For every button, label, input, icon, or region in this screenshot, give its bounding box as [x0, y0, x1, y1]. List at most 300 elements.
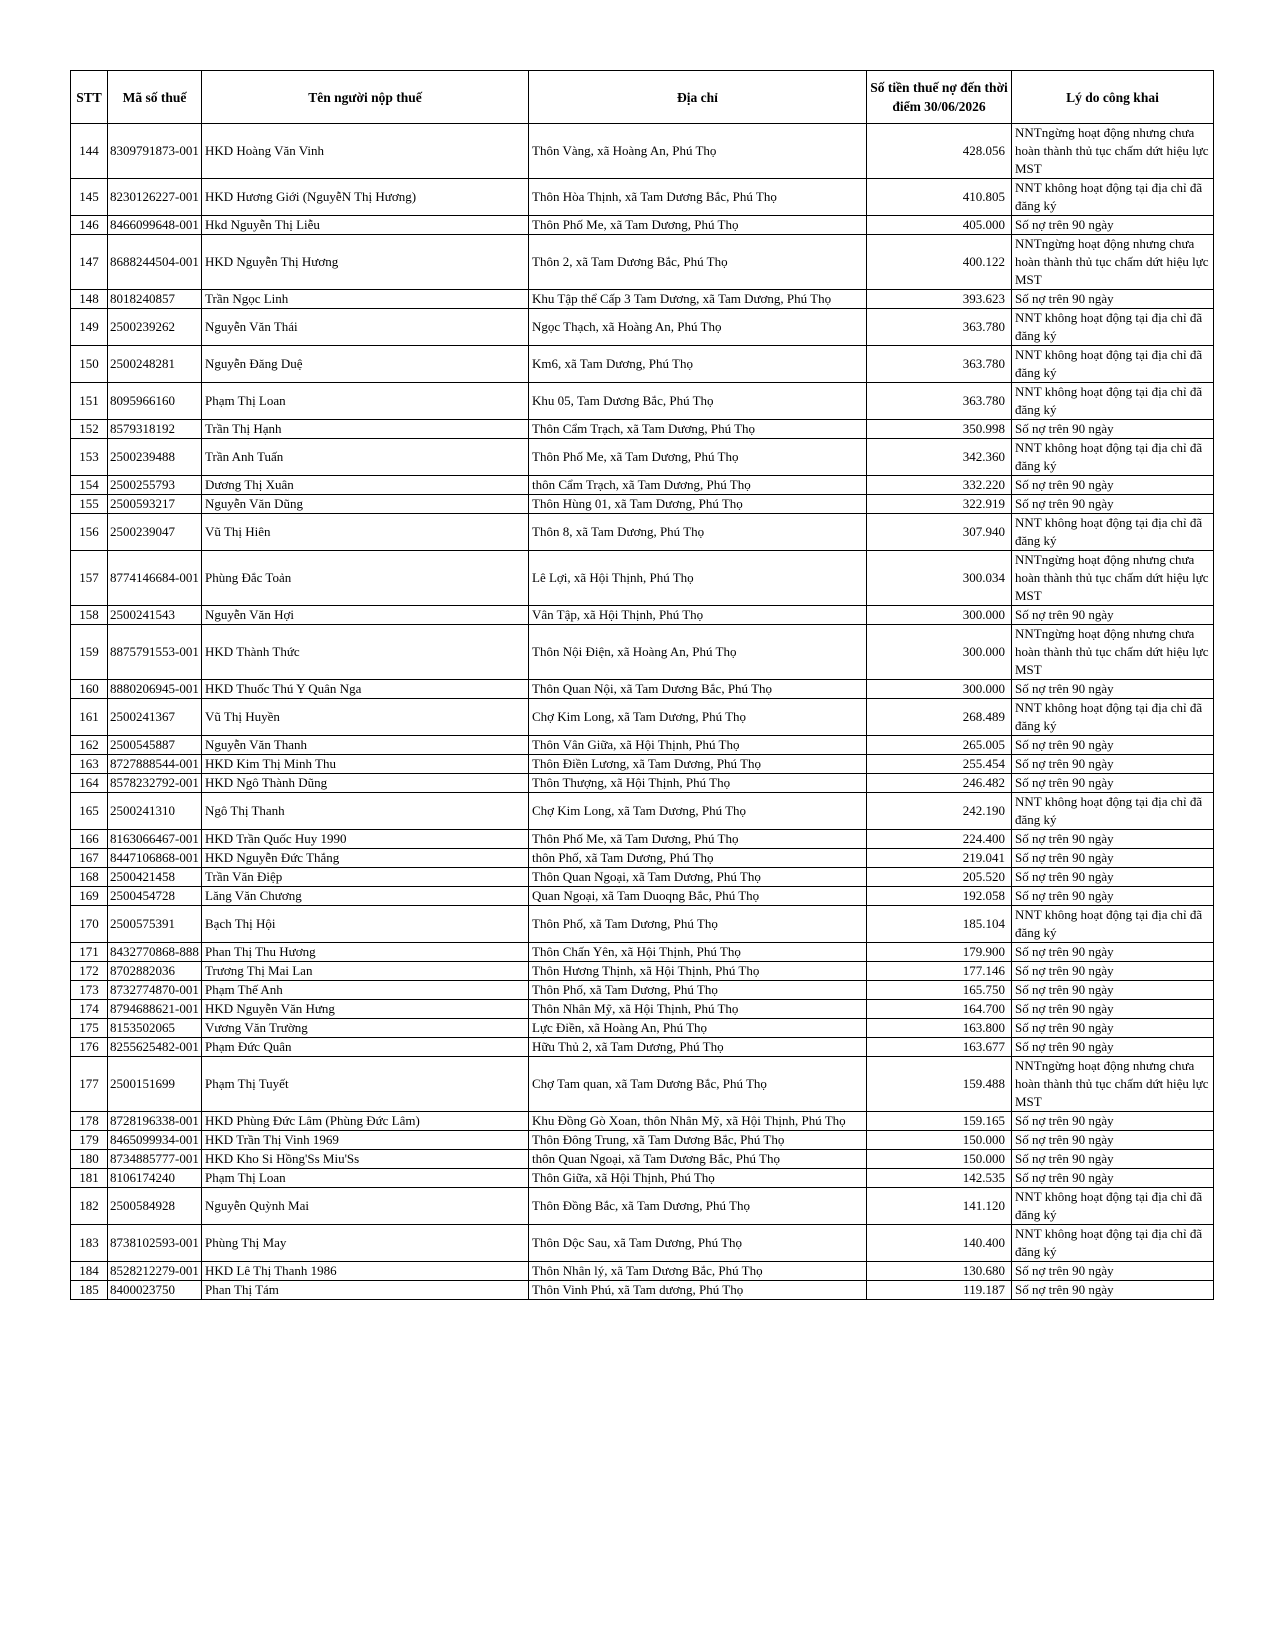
cell-address: Thôn 8, xã Tam Dương, Phú Thọ	[529, 514, 867, 551]
cell-disclosure-reason: NNT không hoạt động tại địa chỉ đã đăng ký	[1012, 514, 1214, 551]
table-row	[71, 1019, 1214, 1038]
table-row	[71, 235, 1214, 290]
table-row	[71, 1169, 1214, 1188]
cell-disclosure-reason: Số nợ trên 90 ngày	[1012, 868, 1214, 887]
cell-address: Thôn Phố, xã Tam Dương, Phú Thọ	[529, 906, 867, 943]
header-disclosure-reason: Lý do công khai	[1012, 71, 1214, 124]
cell-debt-amount: 246.482	[867, 774, 1012, 793]
cell-taxpayer-name: Trần Thị Hạnh	[202, 420, 529, 439]
cell-taxpayer-name: HKD Trần Thị Vinh 1969	[202, 1131, 529, 1150]
header-address: Địa chỉ	[529, 71, 867, 124]
cell-tax-code: 2500575391	[108, 906, 202, 943]
cell-stt: 184	[71, 1262, 108, 1281]
cell-address: Thôn Điền Lương, xã Tam Dương, Phú Thọ	[529, 755, 867, 774]
table-body	[71, 124, 1214, 1300]
cell-taxpayer-name: HKD Nguyễn Văn Hưng	[202, 1000, 529, 1019]
cell-address: Chợ Kim Long, xã Tam Dương, Phú Thọ	[529, 793, 867, 830]
cell-taxpayer-name: Phạm Thị Loan	[202, 1169, 529, 1188]
cell-disclosure-reason: Số nợ trên 90 ngày	[1012, 1000, 1214, 1019]
table-row	[71, 476, 1214, 495]
table-row	[71, 774, 1214, 793]
cell-tax-code: 8447106868-001	[108, 849, 202, 868]
cell-stt: 172	[71, 962, 108, 981]
cell-address: Thôn Hương Thịnh, xã Hội Thịnh, Phú Thọ	[529, 962, 867, 981]
cell-address: Lực Điền, xã Hoàng An, Phú Thọ	[529, 1019, 867, 1038]
table-row	[71, 606, 1214, 625]
cell-address: Vân Tập, xã Hội Thịnh, Phú Thọ	[529, 606, 867, 625]
cell-address: Hữu Thủ 2, xã Tam Dương, Phú Thọ	[529, 1038, 867, 1057]
cell-stt: 175	[71, 1019, 108, 1038]
cell-taxpayer-name: Nguyễn Đăng Duệ	[202, 346, 529, 383]
cell-disclosure-reason: Số nợ trên 90 ngày	[1012, 216, 1214, 235]
cell-tax-code: 8095966160	[108, 383, 202, 420]
cell-tax-code: 2500151699	[108, 1057, 202, 1112]
cell-address: Khu Đồng Gò Xoan, thôn Nhân Mỹ, xã Hội Thịnh, Phú Thọ	[529, 1112, 867, 1131]
cell-stt: 151	[71, 383, 108, 420]
cell-tax-code: 2500593217	[108, 495, 202, 514]
cell-debt-amount: 400.122	[867, 235, 1012, 290]
cell-disclosure-reason: NNT không hoạt động tại địa chỉ đã đăng ký	[1012, 309, 1214, 346]
cell-tax-code: 8732774870-001	[108, 981, 202, 1000]
cell-taxpayer-name: HKD Hoàng Văn Vinh	[202, 124, 529, 179]
cell-disclosure-reason: NNT không hoạt động tại địa chỉ đã đăng ký	[1012, 1225, 1214, 1262]
table-row	[71, 699, 1214, 736]
cell-disclosure-reason: NNTngừng hoạt động nhưng chưa hoàn thành thủ tục chấm dứt hiệu lực MST	[1012, 551, 1214, 606]
cell-taxpayer-name: HKD Nguyễn Thị Hương	[202, 235, 529, 290]
cell-address: thôn Cẩm Trạch, xã Tam Dương, Phú Thọ	[529, 476, 867, 495]
cell-stt: 152	[71, 420, 108, 439]
cell-stt: 165	[71, 793, 108, 830]
cell-disclosure-reason: NNT không hoạt động tại địa chỉ đã đăng ký	[1012, 439, 1214, 476]
cell-stt: 171	[71, 943, 108, 962]
cell-tax-code: 8163066467-001	[108, 830, 202, 849]
cell-disclosure-reason: Số nợ trên 90 ngày	[1012, 962, 1214, 981]
cell-stt: 166	[71, 830, 108, 849]
cell-taxpayer-name: HKD Trần Quốc Huy 1990	[202, 830, 529, 849]
cell-tax-code: 8728196338-001	[108, 1112, 202, 1131]
cell-address: Thôn Nhân Mỹ, xã Hội Thịnh, Phú Thọ	[529, 1000, 867, 1019]
cell-disclosure-reason: NNT không hoạt động tại địa chỉ đã đăng ký	[1012, 699, 1214, 736]
cell-address: Thôn Đông Trung, xã Tam Dương Bắc, Phú Thọ	[529, 1131, 867, 1150]
cell-debt-amount: 410.805	[867, 179, 1012, 216]
cell-tax-code: 2500248281	[108, 346, 202, 383]
cell-debt-amount: 150.000	[867, 1150, 1012, 1169]
cell-disclosure-reason: NNTngừng hoạt động nhưng chưa hoàn thành thủ tục chấm dứt hiệu lực MST	[1012, 124, 1214, 179]
cell-debt-amount: 307.940	[867, 514, 1012, 551]
cell-debt-amount: 141.120	[867, 1188, 1012, 1225]
cell-debt-amount: 205.520	[867, 868, 1012, 887]
cell-disclosure-reason: NNTngừng hoạt động nhưng chưa hoàn thành thủ tục chấm dứt hiệu lực MST	[1012, 1057, 1214, 1112]
cell-address: Thôn 2, xã Tam Dương Bắc, Phú Thọ	[529, 235, 867, 290]
cell-address: Km6, xã Tam Dương, Phú Thọ	[529, 346, 867, 383]
cell-address: Thôn Nội Điện, xã Hoàng An, Phú Thọ	[529, 625, 867, 680]
cell-debt-amount: 300.000	[867, 606, 1012, 625]
cell-taxpayer-name: Vương Văn Trường	[202, 1019, 529, 1038]
cell-address: thôn Phố, xã Tam Dương, Phú Thọ	[529, 849, 867, 868]
cell-tax-code: 8465099934-001	[108, 1131, 202, 1150]
cell-stt: 147	[71, 235, 108, 290]
table-row	[71, 1262, 1214, 1281]
cell-taxpayer-name: Phùng Đắc Toản	[202, 551, 529, 606]
cell-stt: 158	[71, 606, 108, 625]
cell-tax-code: 8774146684-001	[108, 551, 202, 606]
cell-tax-code: 8875791553-001	[108, 625, 202, 680]
cell-taxpayer-name: Lăng Văn Chương	[202, 887, 529, 906]
cell-address: Thôn Vinh Phú, xã Tam dương, Phú Thọ	[529, 1281, 867, 1300]
cell-taxpayer-name: Phạm Thị Tuyết	[202, 1057, 529, 1112]
cell-stt: 154	[71, 476, 108, 495]
cell-address: Thôn Hòa Thịnh, xã Tam Dương Bắc, Phú Thọ	[529, 179, 867, 216]
table-row	[71, 830, 1214, 849]
cell-debt-amount: 219.041	[867, 849, 1012, 868]
cell-tax-code: 2500239262	[108, 309, 202, 346]
cell-stt: 177	[71, 1057, 108, 1112]
table-row	[71, 420, 1214, 439]
table-row	[71, 625, 1214, 680]
cell-taxpayer-name: Phan Thị Thu Hương	[202, 943, 529, 962]
cell-stt: 148	[71, 290, 108, 309]
cell-disclosure-reason: Số nợ trên 90 ngày	[1012, 606, 1214, 625]
cell-address: Khu Tập thể Cấp 3 Tam Dương, xã Tam Dương, Phú Thọ	[529, 290, 867, 309]
table-row	[71, 124, 1214, 179]
cell-taxpayer-name: Phùng Thị May	[202, 1225, 529, 1262]
cell-tax-code: 8528212279-001	[108, 1262, 202, 1281]
cell-tax-code: 8579318192	[108, 420, 202, 439]
cell-tax-code: 8153502065	[108, 1019, 202, 1038]
cell-taxpayer-name: HKD Nguyễn Đức Thắng	[202, 849, 529, 868]
cell-debt-amount: 150.000	[867, 1131, 1012, 1150]
cell-stt: 168	[71, 868, 108, 887]
cell-debt-amount: 342.360	[867, 439, 1012, 476]
cell-address: Thôn Thượng, xã Hội Thịnh, Phú Thọ	[529, 774, 867, 793]
cell-disclosure-reason: Số nợ trên 90 ngày	[1012, 755, 1214, 774]
cell-tax-code: 8727888544-001	[108, 755, 202, 774]
cell-tax-code: 8702882036	[108, 962, 202, 981]
cell-taxpayer-name: Trần Văn Điệp	[202, 868, 529, 887]
cell-debt-amount: 363.780	[867, 346, 1012, 383]
cell-disclosure-reason: Số nợ trên 90 ngày	[1012, 830, 1214, 849]
cell-stt: 159	[71, 625, 108, 680]
table-row	[71, 943, 1214, 962]
table-row	[71, 290, 1214, 309]
cell-address: Thôn Quan Ngoại, xã Tam Dương, Phú Thọ	[529, 868, 867, 887]
cell-debt-amount: 159.488	[867, 1057, 1012, 1112]
cell-stt: 153	[71, 439, 108, 476]
cell-debt-amount: 322.919	[867, 495, 1012, 514]
table-row	[71, 1150, 1214, 1169]
cell-stt: 162	[71, 736, 108, 755]
cell-disclosure-reason: NNT không hoạt động tại địa chỉ đã đăng ký	[1012, 346, 1214, 383]
cell-tax-code: 8738102593-001	[108, 1225, 202, 1262]
cell-stt: 167	[71, 849, 108, 868]
cell-stt: 173	[71, 981, 108, 1000]
table-row	[71, 793, 1214, 830]
cell-disclosure-reason: NNT không hoạt động tại địa chỉ đã đăng ký	[1012, 1188, 1214, 1225]
cell-tax-code: 2500241310	[108, 793, 202, 830]
header-stt: STT	[71, 71, 108, 124]
cell-disclosure-reason: Số nợ trên 90 ngày	[1012, 495, 1214, 514]
cell-debt-amount: 140.400	[867, 1225, 1012, 1262]
cell-taxpayer-name: HKD Kho Si Hồng'Ss Miu'Ss	[202, 1150, 529, 1169]
table-row	[71, 1038, 1214, 1057]
table-row	[71, 514, 1214, 551]
cell-tax-code: 8106174240	[108, 1169, 202, 1188]
cell-stt: 178	[71, 1112, 108, 1131]
cell-disclosure-reason: Số nợ trên 90 ngày	[1012, 1281, 1214, 1300]
cell-debt-amount: 300.000	[867, 625, 1012, 680]
cell-stt: 155	[71, 495, 108, 514]
table-row	[71, 1131, 1214, 1150]
table-row	[71, 906, 1214, 943]
header-debt-amount: Số tiền thuế nợ đến thời điểm 30/06/2026	[867, 71, 1012, 124]
cell-tax-code: 8688244504-001	[108, 235, 202, 290]
cell-stt: 157	[71, 551, 108, 606]
cell-debt-amount: 163.677	[867, 1038, 1012, 1057]
cell-taxpayer-name: HKD Phùng Đức Lâm (Phùng Đức Lâm)	[202, 1112, 529, 1131]
cell-debt-amount: 428.056	[867, 124, 1012, 179]
cell-address: Thôn Quan Nội, xã Tam Dương Bắc, Phú Thọ	[529, 680, 867, 699]
cell-stt: 180	[71, 1150, 108, 1169]
table-row	[71, 868, 1214, 887]
cell-taxpayer-name: Nguyễn Văn Hợi	[202, 606, 529, 625]
cell-tax-code: 2500241543	[108, 606, 202, 625]
table-row	[71, 216, 1214, 235]
cell-address: Thôn Phố Me, xã Tam Dương, Phú Thọ	[529, 830, 867, 849]
cell-taxpayer-name: Dương Thị Xuân	[202, 476, 529, 495]
cell-tax-code: 2500239488	[108, 439, 202, 476]
cell-stt: 145	[71, 179, 108, 216]
cell-address: thôn Quan Ngoại, xã Tam Dương Bắc, Phú Thọ	[529, 1150, 867, 1169]
cell-debt-amount: 255.454	[867, 755, 1012, 774]
cell-taxpayer-name: Nguyễn Văn Thái	[202, 309, 529, 346]
cell-stt: 149	[71, 309, 108, 346]
table-row	[71, 1112, 1214, 1131]
cell-debt-amount: 393.623	[867, 290, 1012, 309]
cell-address: Thôn Giữa, xã Hội Thịnh, Phú Thọ	[529, 1169, 867, 1188]
cell-disclosure-reason: Số nợ trên 90 ngày	[1012, 1169, 1214, 1188]
cell-stt: 156	[71, 514, 108, 551]
cell-address: Ngọc Thạch, xã Hoàng An, Phú Thọ	[529, 309, 867, 346]
cell-debt-amount: 179.900	[867, 943, 1012, 962]
tax-debt-table	[70, 70, 1214, 1300]
cell-disclosure-reason: Số nợ trên 90 ngày	[1012, 1112, 1214, 1131]
cell-taxpayer-name: Hkd Nguyễn Thị Liễu	[202, 216, 529, 235]
cell-stt: 146	[71, 216, 108, 235]
cell-taxpayer-name: Vũ Thị Hiên	[202, 514, 529, 551]
cell-debt-amount: 268.489	[867, 699, 1012, 736]
cell-stt: 179	[71, 1131, 108, 1150]
cell-disclosure-reason: Số nợ trên 90 ngày	[1012, 680, 1214, 699]
cell-disclosure-reason: Số nợ trên 90 ngày	[1012, 420, 1214, 439]
cell-stt: 163	[71, 755, 108, 774]
cell-disclosure-reason: Số nợ trên 90 ngày	[1012, 774, 1214, 793]
cell-tax-code: 2500241367	[108, 699, 202, 736]
header-taxpayer-name: Tên người nộp thuế	[202, 71, 529, 124]
cell-disclosure-reason: Số nợ trên 90 ngày	[1012, 736, 1214, 755]
cell-taxpayer-name: Bạch Thị Hội	[202, 906, 529, 943]
cell-disclosure-reason: NNTngừng hoạt động nhưng chưa hoàn thành thủ tục chấm dứt hiệu lực MST	[1012, 625, 1214, 680]
cell-debt-amount: 163.800	[867, 1019, 1012, 1038]
cell-stt: 183	[71, 1225, 108, 1262]
cell-tax-code: 8400023750	[108, 1281, 202, 1300]
cell-disclosure-reason: Số nợ trên 90 ngày	[1012, 1019, 1214, 1038]
cell-debt-amount: 300.034	[867, 551, 1012, 606]
cell-taxpayer-name: Vũ Thị Huyền	[202, 699, 529, 736]
cell-debt-amount: 177.146	[867, 962, 1012, 981]
cell-disclosure-reason: Số nợ trên 90 ngày	[1012, 887, 1214, 906]
cell-taxpayer-name: Nguyễn Văn Thanh	[202, 736, 529, 755]
cell-address: Thôn Phố Me, xã Tam Dương, Phú Thọ	[529, 216, 867, 235]
cell-tax-code: 8230126227-001	[108, 179, 202, 216]
cell-tax-code: 8794688621-001	[108, 1000, 202, 1019]
cell-address: Thôn Đồng Bắc, xã Tam Dương, Phú Thọ	[529, 1188, 867, 1225]
cell-address: Thôn Vàng, xã Hoàng An, Phú Thọ	[529, 124, 867, 179]
cell-taxpayer-name: Nguyễn Văn Dũng	[202, 495, 529, 514]
cell-tax-code: 8880206945-001	[108, 680, 202, 699]
cell-taxpayer-name: Phạm Đức Quân	[202, 1038, 529, 1057]
cell-address: Khu 05, Tam Dương Bắc, Phú Thọ	[529, 383, 867, 420]
table-row	[71, 1057, 1214, 1112]
cell-address: Chợ Tam quan, xã Tam Dương Bắc, Phú Thọ	[529, 1057, 867, 1112]
table-row	[71, 1000, 1214, 1019]
cell-stt: 181	[71, 1169, 108, 1188]
cell-disclosure-reason: Số nợ trên 90 ngày	[1012, 1150, 1214, 1169]
cell-tax-code: 8466099648-001	[108, 216, 202, 235]
cell-debt-amount: 224.400	[867, 830, 1012, 849]
cell-tax-code: 2500584928	[108, 1188, 202, 1225]
table-row	[71, 1188, 1214, 1225]
cell-stt: 176	[71, 1038, 108, 1057]
cell-debt-amount: 405.000	[867, 216, 1012, 235]
cell-debt-amount: 192.058	[867, 887, 1012, 906]
cell-debt-amount: 332.220	[867, 476, 1012, 495]
cell-taxpayer-name: HKD Hương Giới (NguyễN Thị Hương)	[202, 179, 529, 216]
cell-disclosure-reason: Số nợ trên 90 ngày	[1012, 981, 1214, 1000]
cell-stt: 161	[71, 699, 108, 736]
cell-debt-amount: 350.998	[867, 420, 1012, 439]
cell-taxpayer-name: Trương Thị Mai Lan	[202, 962, 529, 981]
cell-disclosure-reason: NNT không hoạt động tại địa chỉ đã đăng ký	[1012, 383, 1214, 420]
cell-stt: 144	[71, 124, 108, 179]
cell-taxpayer-name: HKD Lê Thị Thanh 1986	[202, 1262, 529, 1281]
cell-stt: 150	[71, 346, 108, 383]
table-row	[71, 849, 1214, 868]
cell-taxpayer-name: Ngô Thị Thanh	[202, 793, 529, 830]
cell-address: Thôn Vân Giữa, xã Hội Thịnh, Phú Thọ	[529, 736, 867, 755]
cell-tax-code: 8255625482-001	[108, 1038, 202, 1057]
cell-stt: 164	[71, 774, 108, 793]
cell-taxpayer-name: HKD Thuốc Thú Y Quân Nga	[202, 680, 529, 699]
table-row	[71, 887, 1214, 906]
cell-tax-code: 8578232792-001	[108, 774, 202, 793]
table-row	[71, 551, 1214, 606]
cell-taxpayer-name: Phạm Thế Anh	[202, 981, 529, 1000]
cell-taxpayer-name: Trần Ngọc Linh	[202, 290, 529, 309]
cell-disclosure-reason: Số nợ trên 90 ngày	[1012, 943, 1214, 962]
table-row	[71, 439, 1214, 476]
cell-taxpayer-name: Nguyễn Quỳnh Mai	[202, 1188, 529, 1225]
cell-tax-code: 2500545887	[108, 736, 202, 755]
cell-tax-code: 8734885777-001	[108, 1150, 202, 1169]
cell-address: Thôn Hùng 01, xã Tam Dương, Phú Thọ	[529, 495, 867, 514]
cell-taxpayer-name: HKD Thành Thức	[202, 625, 529, 680]
cell-address: Thôn Chấn Yên, xã Hội Thịnh, Phú Thọ	[529, 943, 867, 962]
cell-debt-amount: 242.190	[867, 793, 1012, 830]
cell-address: Thôn Phố Me, xã Tam Dương, Phú Thọ	[529, 439, 867, 476]
cell-disclosure-reason: NNTngừng hoạt động nhưng chưa hoàn thành thủ tục chấm dứt hiệu lực MST	[1012, 235, 1214, 290]
cell-debt-amount: 159.165	[867, 1112, 1012, 1131]
cell-taxpayer-name: Phan Thị Tám	[202, 1281, 529, 1300]
table-row	[71, 962, 1214, 981]
cell-address: Thôn Nhân lý, xã Tam Dương Bắc, Phú Thọ	[529, 1262, 867, 1281]
cell-tax-code: 8309791873-001	[108, 124, 202, 179]
cell-taxpayer-name: HKD Ngô Thành Dũng	[202, 774, 529, 793]
cell-debt-amount: 300.000	[867, 680, 1012, 699]
cell-stt: 169	[71, 887, 108, 906]
table-header-row	[71, 71, 1214, 124]
cell-stt: 160	[71, 680, 108, 699]
cell-debt-amount: 142.535	[867, 1169, 1012, 1188]
table-row	[71, 1225, 1214, 1262]
table-row	[71, 755, 1214, 774]
cell-disclosure-reason: Số nợ trên 90 ngày	[1012, 1131, 1214, 1150]
cell-address: Lê Lợi, xã Hội Thịnh, Phú Thọ	[529, 551, 867, 606]
cell-disclosure-reason: NNT không hoạt động tại địa chỉ đã đăng ký	[1012, 179, 1214, 216]
cell-debt-amount: 164.700	[867, 1000, 1012, 1019]
cell-taxpayer-name: Phạm Thị Loan	[202, 383, 529, 420]
cell-disclosure-reason: NNT không hoạt động tại địa chỉ đã đăng ký	[1012, 793, 1214, 830]
cell-disclosure-reason: NNT không hoạt động tại địa chỉ đã đăng ký	[1012, 906, 1214, 943]
cell-disclosure-reason: Số nợ trên 90 ngày	[1012, 1038, 1214, 1057]
cell-tax-code: 2500255793	[108, 476, 202, 495]
cell-stt: 182	[71, 1188, 108, 1225]
table-row	[71, 495, 1214, 514]
cell-stt: 174	[71, 1000, 108, 1019]
cell-tax-code: 2500239047	[108, 514, 202, 551]
cell-debt-amount: 265.005	[867, 736, 1012, 755]
cell-address: Quan Ngoại, xã Tam Duoqng Bắc, Phú Thọ	[529, 887, 867, 906]
cell-taxpayer-name: Trần Anh Tuấn	[202, 439, 529, 476]
table-row	[71, 383, 1214, 420]
cell-debt-amount: 119.187	[867, 1281, 1012, 1300]
table-row	[71, 736, 1214, 755]
cell-address: Chợ Kim Long, xã Tam Dương, Phú Thọ	[529, 699, 867, 736]
table-row	[71, 179, 1214, 216]
cell-tax-code: 8018240857	[108, 290, 202, 309]
cell-disclosure-reason: Số nợ trên 90 ngày	[1012, 476, 1214, 495]
cell-disclosure-reason: Số nợ trên 90 ngày	[1012, 849, 1214, 868]
cell-debt-amount: 130.680	[867, 1262, 1012, 1281]
cell-debt-amount: 363.780	[867, 383, 1012, 420]
table-row	[71, 680, 1214, 699]
cell-address: Thôn Dộc Sau, xã Tam Dương, Phú Thọ	[529, 1225, 867, 1262]
cell-tax-code: 2500454728	[108, 887, 202, 906]
cell-address: Thôn Cẩm Trạch, xã Tam Dương, Phú Thọ	[529, 420, 867, 439]
cell-stt: 170	[71, 906, 108, 943]
table-row	[71, 346, 1214, 383]
table-row	[71, 1281, 1214, 1300]
cell-debt-amount: 363.780	[867, 309, 1012, 346]
cell-disclosure-reason: Số nợ trên 90 ngày	[1012, 290, 1214, 309]
cell-taxpayer-name: HKD Kim Thị Minh Thu	[202, 755, 529, 774]
cell-stt: 185	[71, 1281, 108, 1300]
cell-debt-amount: 165.750	[867, 981, 1012, 1000]
cell-tax-code: 2500421458	[108, 868, 202, 887]
header-tax-code: Mã số thuế	[108, 71, 202, 124]
cell-disclosure-reason: Số nợ trên 90 ngày	[1012, 1262, 1214, 1281]
cell-tax-code: 8432770868-888	[108, 943, 202, 962]
table-row	[71, 309, 1214, 346]
